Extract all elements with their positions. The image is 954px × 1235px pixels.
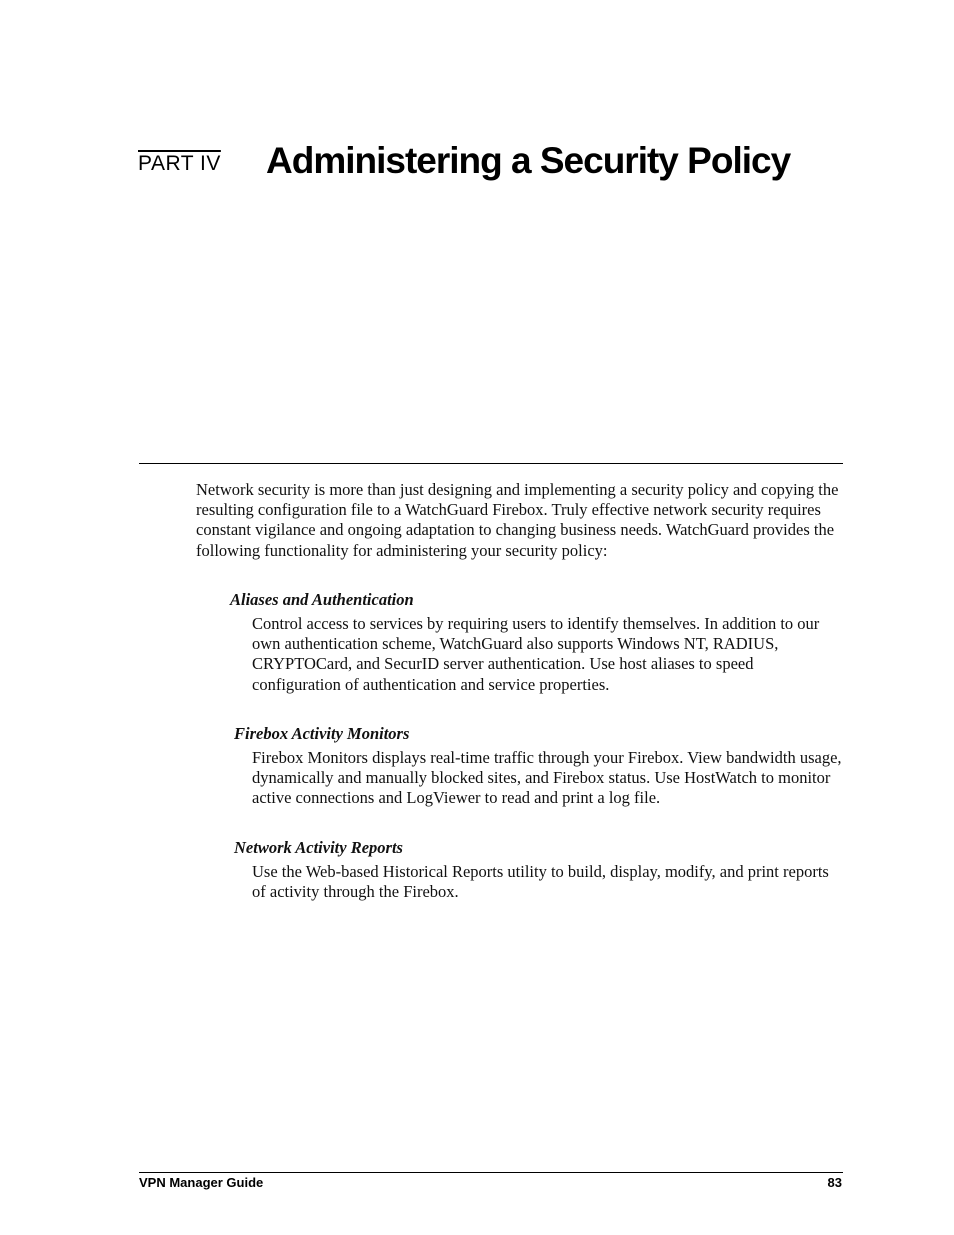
page-title: Administering a Security Policy — [266, 140, 791, 181]
part-label: PART IV — [138, 152, 221, 175]
top-divider — [139, 463, 843, 464]
term-network-activity-reports: Network Activity Reports — [234, 838, 403, 857]
description-network-activity-reports: Use the Web-based Historical Reports utility to build, display, modify, and print reports of activity through the Firebox. — [252, 862, 829, 902]
footer-page-number: 83 — [827, 1175, 842, 1190]
term-aliases-authentication: Aliases and Authentication — [230, 590, 414, 609]
footer-divider — [139, 1172, 843, 1173]
intro-paragraph: Network security is more than just designing and implementing a security policy and copying the resulting configuration file to a WatchGuard Firebox. Truly effective network security requires constant vigilance and ongoing adaptation to changing business needs. WatchGuard provides the following functionality for administering your security policy: — [196, 480, 839, 560]
description-firebox-activity-monitors: Firebox Monitors displays real-time traffic through your Firebox. View bandwidth usage, dynamically and manually blocked sites, and Firebox status. Use HostWatch to monitor active connections and LogViewer to read and print a log file. — [252, 748, 842, 808]
description-aliases-authentication: Control access to services by requiring users to identify themselves. In addition to our own authentication scheme, WatchGuard also supports Windows NT, RADIUS, CRYPTOCard, and SecurID server authentication. Use host aliases to speed configuration of authentication and service properties. — [252, 614, 820, 694]
term-firebox-activity-monitors: Firebox Activity Monitors — [234, 724, 410, 743]
footer-guide-name: VPN Manager Guide — [139, 1175, 264, 1190]
